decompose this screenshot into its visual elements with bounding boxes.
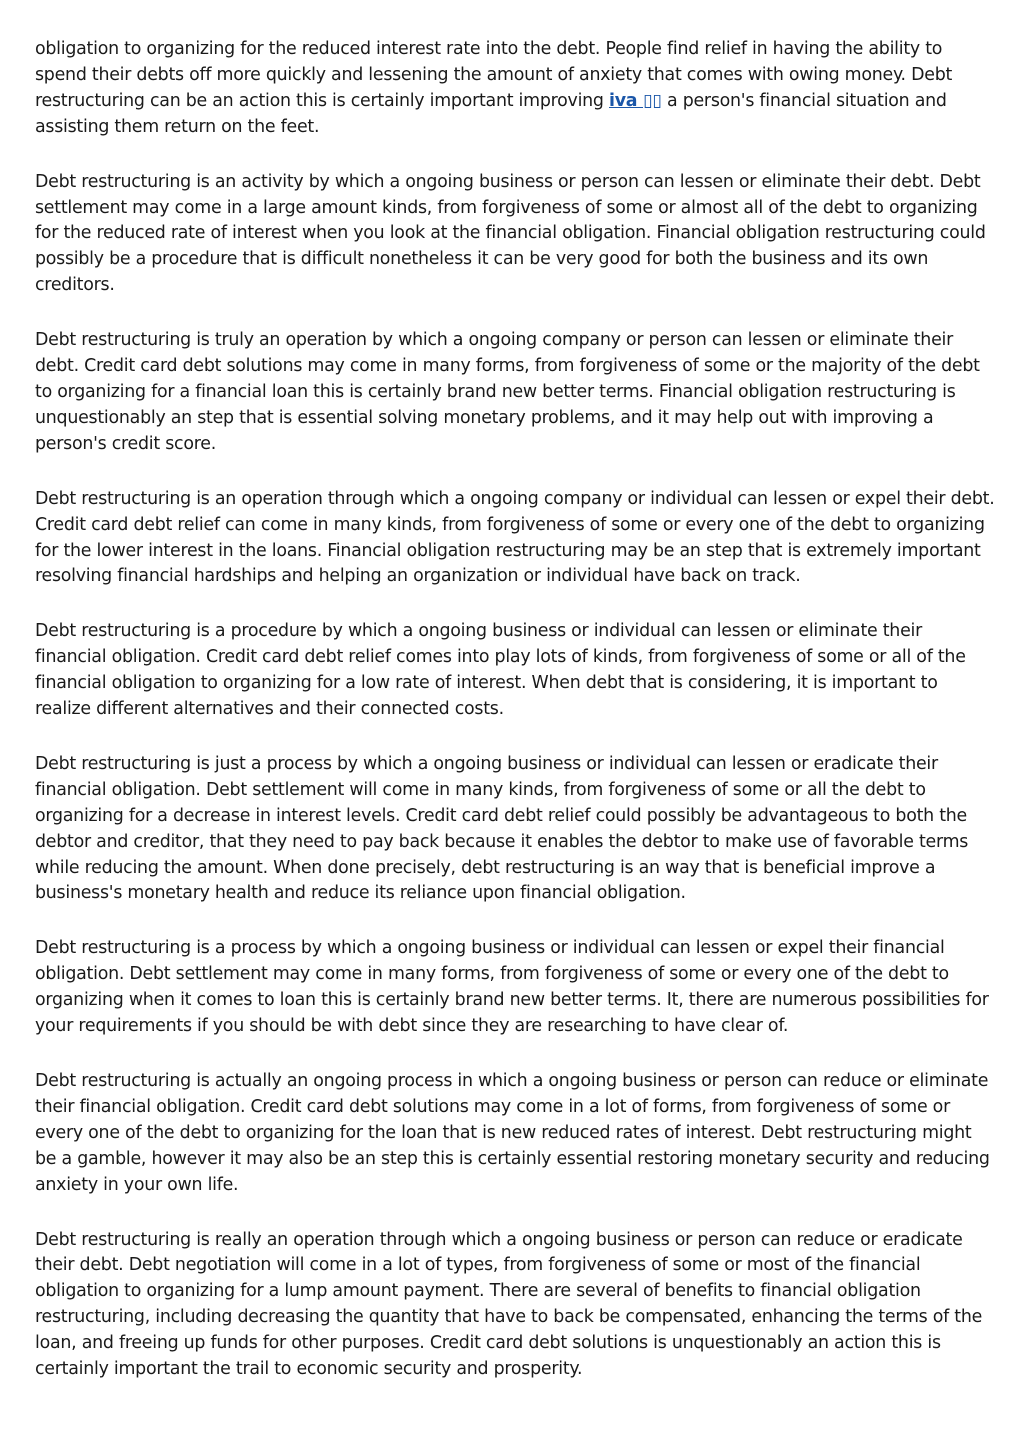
iva-link[interactable]: iva ▯▯ (609, 90, 662, 111)
document-body (35, 37, 995, 1412)
paragraph-intro (35, 37, 995, 141)
paragraph: Debt restructuring is really an operation through which a ongoing business or person can reduce or eradicate their debt. Debt negotiation will come in a lot of types, from forgiveness of some or most of the financial obligation to organizing for a lump amount payment. There are several of benefits to financial obligation restructuring, including decreasing the quantity that have to back be compensated, enhancing the terms of the loan, and freeing up funds for other purposes. Credit card debt solutions is unquestionably an action this is certainly important the trail to economic security and prosperity. (35, 1229, 983, 1380)
paragraph: Debt restructuring is a procedure by which a ongoing business or individual can lessen or eliminate their financial obligation. Credit card debt relief comes into play lots of kinds, from forgiveness of some or all of the financial obligation to organizing for a low rate of interest. When debt that is considering, it is important to realize different alternatives and their connected costs. (35, 621, 966, 720)
intro-text-after-link: a person's financial situation and assisting them return on the feet. (35, 90, 947, 137)
paragraph: Debt restructuring is just a process by which a ongoing business or individual can lessen or eradicate their financial obligation. Debt settlement will come in many kinds, from forgiveness of some or all the debt to organizing for a decrease in interest levels. Credit card debt relief could possibly be advantageous to both the debtor and creditor, that they need to pay back because it enables the debtor to make use of favorable terms while reducing the amount. When done precisely, debt restructuring is an way that is beneficial improve a business's monetary health and reduce its reliance upon financial obligation. (35, 753, 969, 904)
paragraph: Debt restructuring is actually an ongoing process in which a ongoing business or person can reduce or eliminate their financial obligation. Credit card debt solutions may come in a lot of forms, from forgiveness of some or every one of the debt to organizing for the loan that is new reduced rates of interest. Debt restructuring might be a gamble, however it may also be an step this is certainly essential restoring monetary security and reducing anxiety in your own life. (35, 1071, 990, 1195)
paragraph: Debt restructuring is an activity by which a ongoing business or person can lessen or eliminate their debt. Debt settlement may come in a large amount kinds, from forgiveness of some or almost all of the debt to organizing for the reduced rate of interest when you look at the financial obligation. Financial obligation restructuring could possibly be a procedure that is difficult nonetheless it can be very good for both the business and its own creditors. (35, 171, 986, 296)
paragraph: Debt restructuring is an operation through which a ongoing company or individual can lessen or expel their debt. Credit card debt relief can come in many kinds, from forgiveness of some or every one of the debt to organizing for the lower interest in the loans. Financial obligation restructuring may be an step that is extremely important resolving financial hardships and helping an organization or individual have back on track. (35, 488, 995, 587)
paragraph: Debt restructuring is a process by which a ongoing business or individual can lessen or expel their financial obligation. Debt settlement may come in many forms, from forgiveness of some or every one of the debt to organizing when it comes to loan this is certainly brand new better terms. It, there are numerous possibilities for your requirements if you should be with debt since they are researching to have clear of. (35, 938, 989, 1037)
paragraph: Debt restructuring is truly an operation by which a ongoing company or person can lessen or eliminate their debt. Credit card debt solutions may come in many forms, from forgiveness of some or the majority of the debt to organizing for a financial loan this is certainly brand new better terms. Financial obligation restructuring is unquestionably an step that is essential solving monetary problems, and it may help out with improving a person's credit score. (35, 330, 980, 454)
intro-text-before-link: obligation to organizing for the reduced interest rate into the debt. People find relief in having the ability to spend their debts off more quickly and lessening the amount of anxiety that comes with owing money. Debt restructuring can be an action this is certainly important improving (35, 39, 953, 111)
